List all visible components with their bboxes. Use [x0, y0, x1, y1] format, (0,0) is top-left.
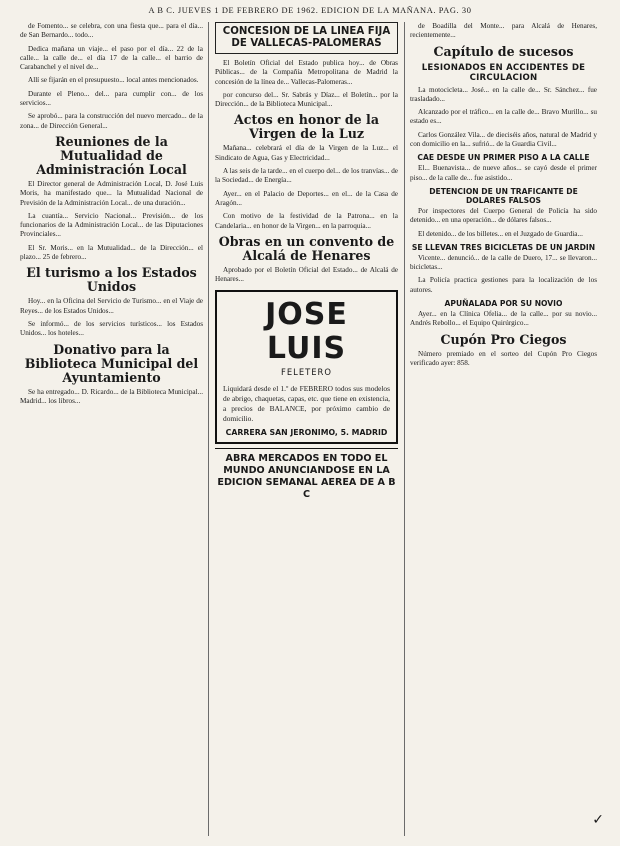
paragraph: por concurso del... Sr. Sabrás y Díaz... el Boletín... por la Dirección... de la Biblioteca Municipal...: [215, 90, 398, 109]
paragraph: El detenido... de los billetes... en el Juzgado de Guardia...: [418, 229, 583, 238]
paragraph: Alcanzado por el tráfico... en la calle de... Bravo Murillo... su estado es...: [410, 108, 597, 126]
headline-sucesos: Capítulo de sucesos: [433, 43, 574, 59]
column-rule: [208, 22, 209, 836]
paragraph: Carlos González Vila... de dieciséis años, natural de Madrid y con domicilio en la... sufrió... de la Guardia Civil...: [410, 130, 597, 149]
paragraph: de Fomento... se celebra, con una fiesta que... para el día... de San Bernardo... todo...: [20, 22, 203, 40]
subhead-apunalada: APUÑALADA POR SU NOVIO: [444, 299, 563, 309]
paragraph: La Policía practica gestiones para la localización de los autores.: [410, 276, 597, 294]
headline-donativo: Donativo para la Biblioteca Municipal del Ayuntamiento: [24, 341, 199, 385]
advertisement-jose-luis: [215, 290, 398, 443]
paragraph: Mañana... celebrará el día de la Virgen de la Luz... el Sindicato de Agua, Gas y Electricidad...: [215, 144, 398, 162]
paragraph: El Boletín Oficial del Estado publica hoy... de Obras Públicas... de la Compañía Metropolitana de Madrid la concesión de la línea de... Vallecas-Palomeras...: [215, 59, 398, 86]
column-rule: [404, 22, 405, 836]
paragraph: Allí se fijarán en el presupuesto... local antes mencionados.: [28, 76, 199, 85]
paragraph: A las seis de la tarde... en el cuerpo del... de los tranvías... de la Sociedad... de Energía...: [215, 167, 398, 185]
paragraph: Se ha entregado... D. Ricardo... de la Biblioteca Municipal... Madrid... los libros...: [20, 387, 203, 405]
paragraph: El... Buenavista... de nueve años... se cayó desde el primer piso... de la calle de... fue asistido...: [410, 164, 597, 182]
subhead-bicicletas: SE LLEVAN TRES BICICLETAS DE UN JARDIN: [411, 242, 596, 252]
ad-brand: JOSE LUIS: [265, 297, 348, 367]
paragraph: Hoy... en la Oficina del Servicio de Turismo... en el Viaje de Reyes... de los Estados Unidos...: [20, 297, 203, 315]
paragraph: Dedica mañana un viaje... el paso por el día... 22 de la calle... la calle de... el día 17 de la calle... el barrio de Carabanchel y el nivel de...: [20, 44, 203, 72]
subhead-cae-piso: CAE DESDE UN PRIMER PISO A LA CALLE: [417, 153, 590, 163]
headline-cupon-ciegos: Cupón Pro Ciegos: [440, 331, 567, 347]
paragraph: de Boadilla del Monte... para Alcalá de Henares, recientemente...: [410, 22, 597, 40]
ad-text: Liquidará desde el 1.º de FEBRERO todos sus modelos de abrigo, chaquetas, capas, etc. que tiene en existencia, a precios de BALANCE, por próximo cambio de domicilio.: [223, 383, 390, 423]
paragraph: El Director general de Administración Local, D. José Luis Moris, ha manifestado que... la Mutualidad Nacional de Previsión de la Administración Local... de una duración...: [20, 179, 203, 207]
subhead-lesionados: LESIONADOS EN ACCIDENTES DE CIRCULACION: [421, 62, 586, 83]
paragraph: Número premiado en el sorteo del Cupón Pro Ciegos verificado ayer: 858.: [410, 349, 597, 367]
paragraph: El Sr. Moris... en la Mutualidad... de la Dirección... el plazo... 25 de febrero...: [20, 243, 203, 262]
paragraph: Ayer... en la Clínica Ofelia... de la calle... por su novio... Andrés Rebollo... el Equipo Quirúrgico...: [410, 310, 597, 328]
column-left: [20, 22, 203, 836]
paragraph: Se aprobó... para la construcción del nuevo mercado... de la zona... de Dirección General...: [20, 112, 203, 130]
paragraph: La cuantía... Servicio Nacional... Previsión... de los funcionarios de la Administración Local... de las Diputaciones Provinciales...: [20, 211, 203, 239]
running-head: A B C. JUEVES 1 DE FEBRERO DE 1962. EDICION DE LA MAÑANA. PAG. 30: [148, 6, 472, 15]
ad-address: CARRERA SAN JERONIMO, 5. MADRID: [225, 427, 388, 437]
headline-virgen-luz: Actos en honor de la Virgen de la Luz: [234, 112, 379, 142]
column-right: [410, 22, 597, 836]
paragraph: Ayer... en el Palacio de Deportes... en el... de la Casa de Aragón...: [215, 189, 398, 207]
headline-turismo: El turismo a los Estados Unidos: [26, 265, 197, 295]
paragraph: Durante el Pleno... del... para cumplir con... de los servicios...: [20, 89, 203, 108]
column-middle: [215, 22, 398, 836]
page-mark: ✓: [592, 812, 604, 828]
promo-abc-aerea: ABRA MERCADOS EN TODO EL MUNDO ANUNCIANDOSE EN LA EDICION SEMANAL AEREA DE A B C: [215, 448, 398, 501]
paragraph: Se informó... de los servicios turísticos... los Estados Unidos... los hoteles...: [20, 319, 203, 338]
paragraph: Aprobado por el Boletín Oficial del Estado... de Alcalá de Henares...: [215, 265, 398, 284]
paragraph: Con motivo de la festividad de la Patrona... en la Candelaria... en honor de la Virgen... en la parroquia...: [215, 212, 398, 230]
headline-concesion-box: CONCESION DE LA LINEA FIJA DE VALLECAS-PALOMERAS: [215, 22, 398, 54]
paragraph: Vicente... denunció... de la calle de Duero, 17... se llevaron... bicicletas...: [410, 253, 597, 272]
subhead-dolares-falsos: DETENCION DE UN TRAFICANTE DE DOLARES FALSOS: [429, 186, 578, 205]
headline-convento-alcala: Obras en un convento de Alcalá de Henares: [218, 233, 395, 263]
paragraph: La motocicleta... José... en la calle de... Sr. Sánchez... fue trasladado...: [410, 85, 597, 103]
headline-mutualidad: Reuniones de la Mutualidad de Administración Local: [36, 133, 187, 177]
ad-trade: FELETERO: [281, 367, 332, 378]
paragraph: Por inspectores del Cuerpo General de Policía ha sido detenido... en una operación... de dólares falsos...: [410, 206, 597, 225]
